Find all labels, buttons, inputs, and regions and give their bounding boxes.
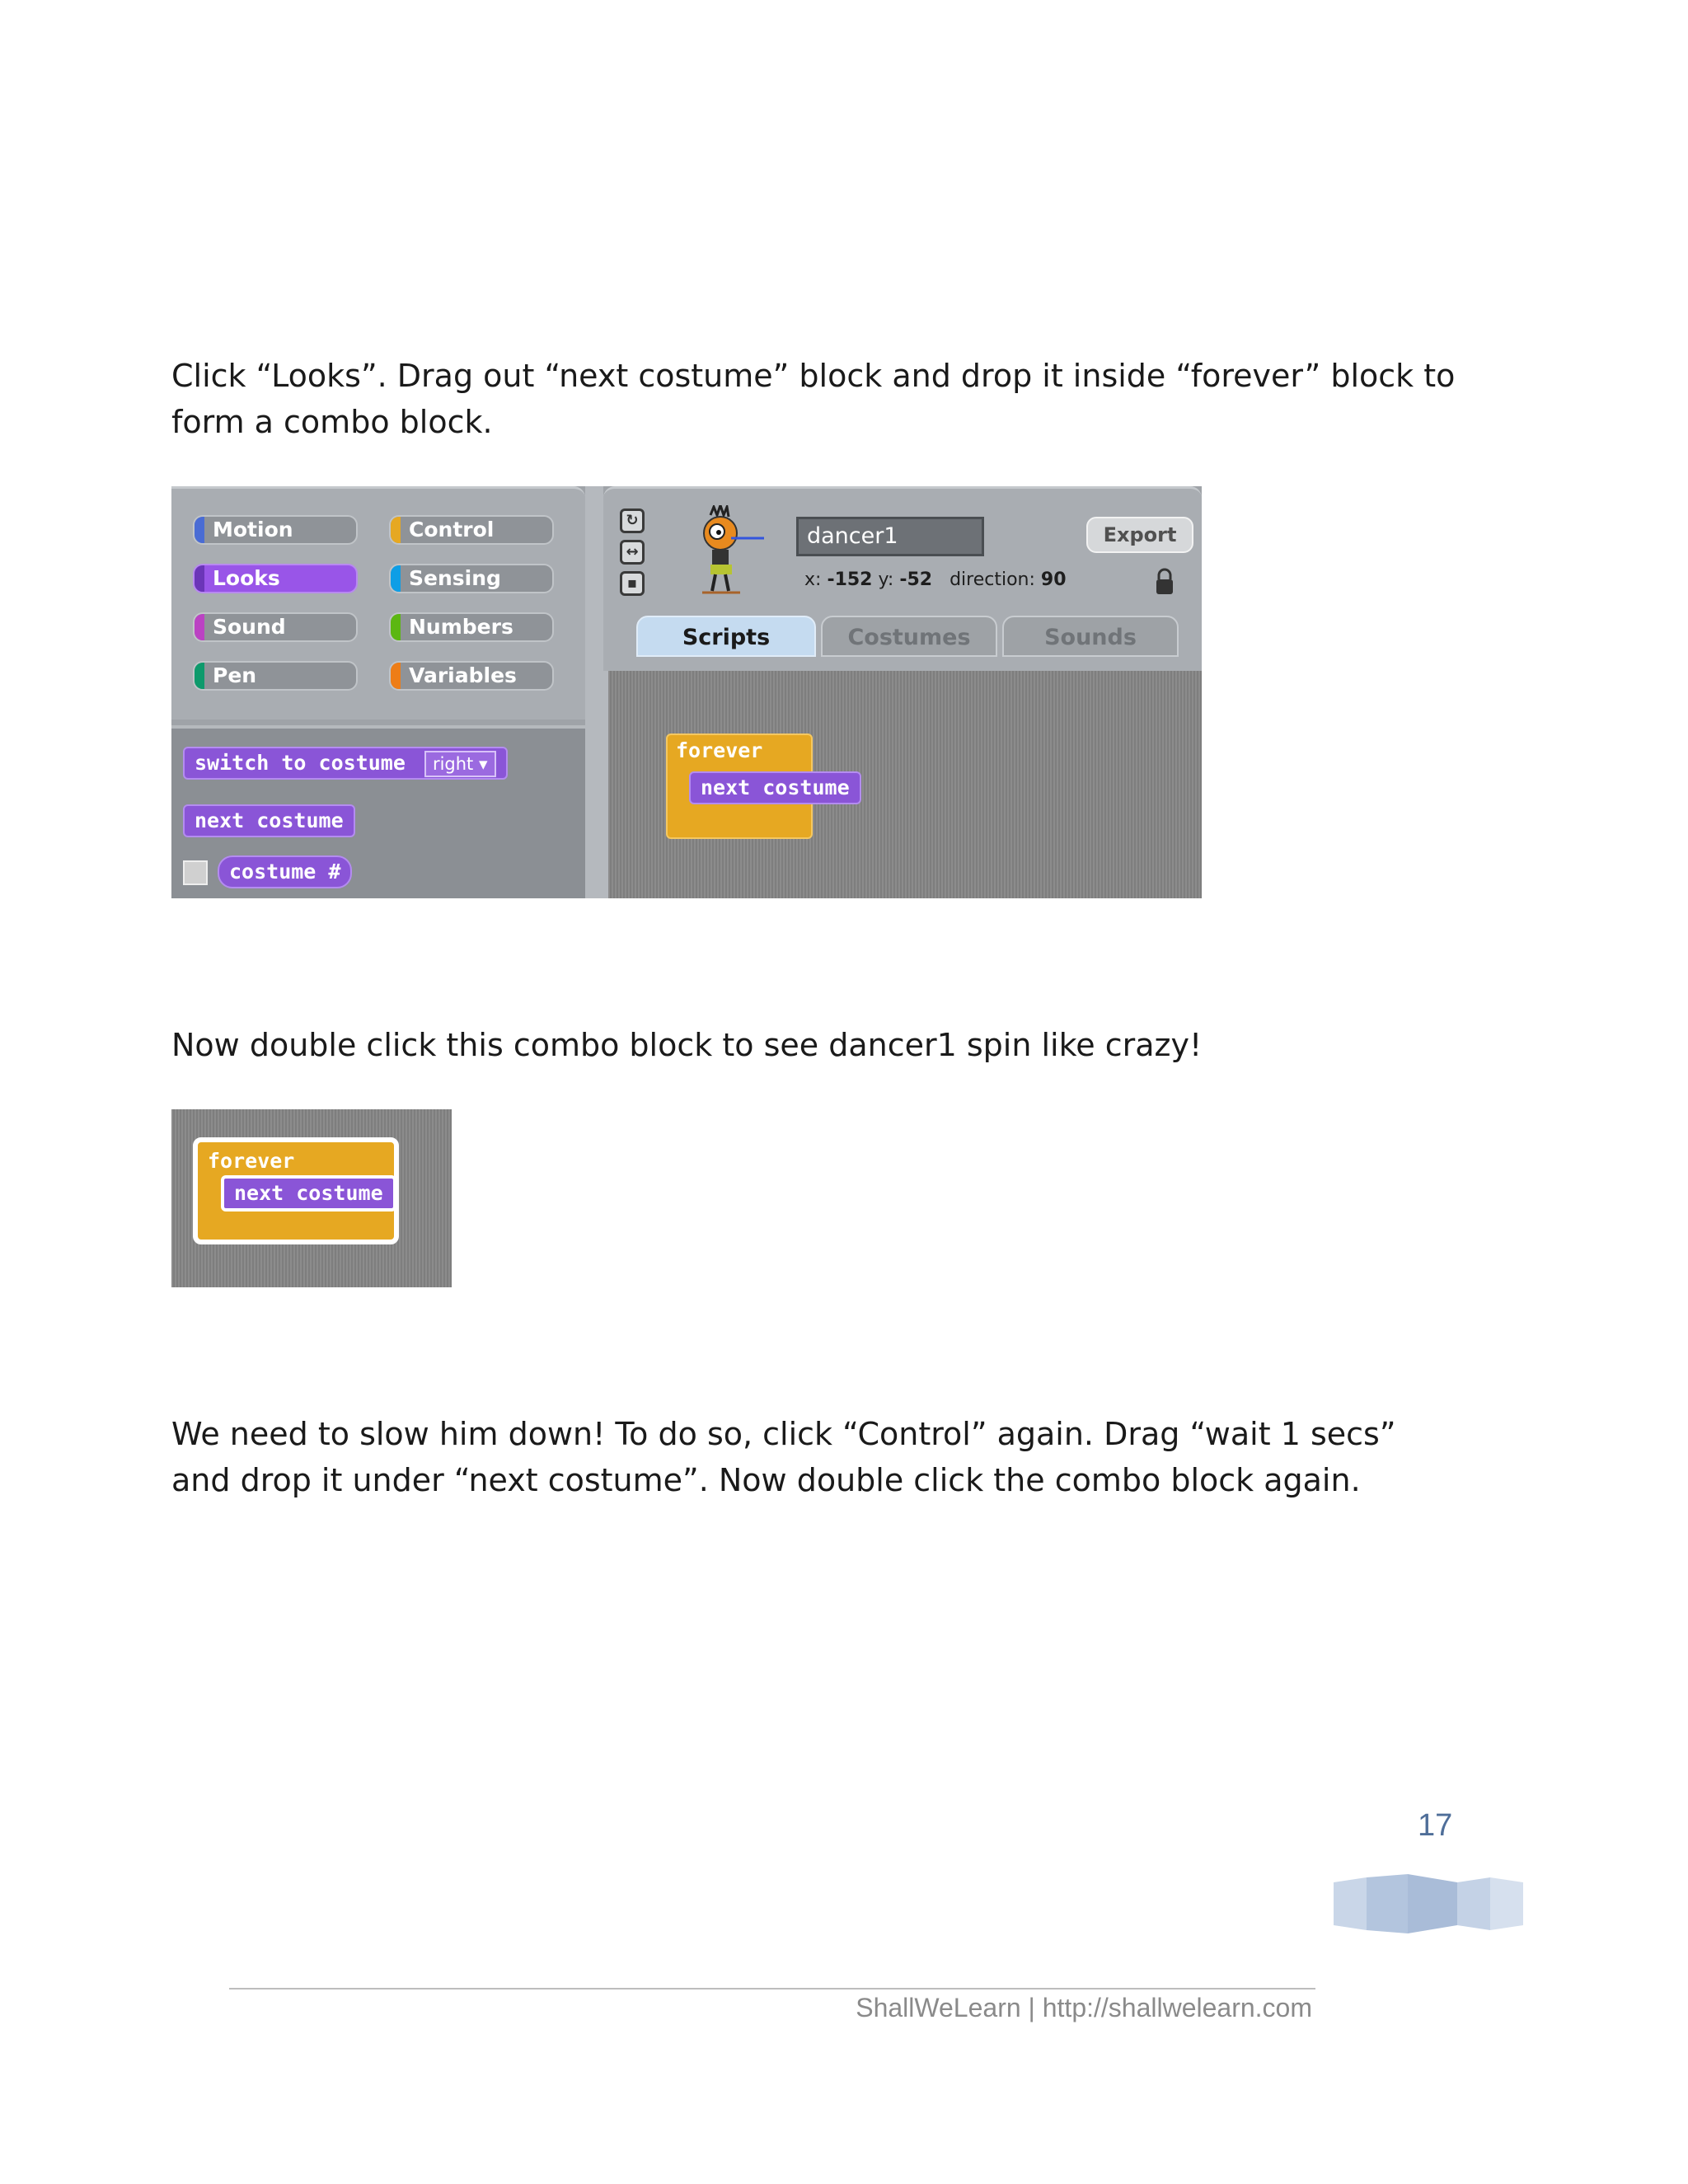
next-costume-block[interactable] [183,804,355,837]
category-sound-button[interactable] [193,612,358,642]
page-ornament-icon [1334,1874,1523,1933]
looks-color-swatch [195,565,204,592]
export-button[interactable] [1086,517,1193,553]
page-number: 17 [1418,1808,1453,1843]
tab-label: Scripts [682,625,771,650]
category-label: Motion [213,518,293,541]
block-palette [171,725,585,898]
footer-divider [229,1988,1315,1990]
tab-label: Costumes [847,625,971,650]
category-label: Sensing [409,566,501,590]
dancer-sprite-icon [686,505,768,596]
block-label: next costume [195,808,344,832]
costume-number-checkbox[interactable] [183,860,208,885]
combo-next-costume-block[interactable] [221,1175,396,1212]
forever-label: forever [208,1149,295,1173]
block-label: next costume [701,776,850,799]
scratch-editor-screenshot [171,486,1202,898]
numbers-color-swatch [391,614,401,640]
sprite-coordinates [804,569,1067,590]
category-label: Sound [213,615,286,639]
block-label: next costume [234,1181,383,1205]
category-numbers-button[interactable] [389,612,554,642]
category-label: Numbers [409,615,513,639]
x-label: x: [804,569,822,590]
tab-label: Sounds [1044,625,1137,650]
sensing-color-swatch [391,565,401,592]
no-rotate-icon[interactable]: ▪ [620,571,645,596]
switch-to-costume-block[interactable] [183,747,508,780]
y-value: -52 [899,569,933,590]
category-label: Pen [213,663,257,687]
tab-sounds[interactable] [1002,616,1179,657]
category-motion-button[interactable] [193,515,358,545]
category-pen-button[interactable] [193,661,358,691]
rotate-style-icon[interactable]: ↻ [620,509,645,533]
y-label: y: [878,569,894,590]
category-looks-button[interactable] [193,564,358,593]
category-label: Variables [409,663,517,687]
costume-dropdown[interactable] [424,751,496,777]
combo-block-screenshot [171,1109,452,1287]
footer-text: ShallWeLearn | http://shallwelearn.com [856,1993,1312,2022]
sound-color-swatch [195,614,204,640]
control-color-swatch [391,517,401,543]
pen-color-swatch [195,663,204,689]
block-label: costume # [229,860,341,883]
variables-color-swatch [391,663,401,689]
instruction-paragraph-3: We need to slow him down! To do so, click “Control” again. Drag “wait 1 secs” and drop it under “next costume”. Now double click the combo block again. [171,1416,1396,1498]
block-label: switch to costume [195,751,406,775]
forever-label: forever [676,738,763,762]
category-label: Control [409,518,495,541]
category-sensing-button[interactable] [389,564,554,593]
sprite-name-value: dancer1 [807,523,898,549]
category-panel [171,486,585,719]
direction-value: 90 [1040,569,1067,590]
costume-number-reporter[interactable] [218,855,352,888]
tab-scripts[interactable] [636,616,816,657]
scripts-area[interactable] [603,671,1202,898]
instruction-paragraph-1: Click “Looks”. Drag out “next costume” block and drop it inside “forever” block to form a combo block. [171,358,1456,440]
instruction-paragraph-2: Now double click this combo block to see dancer1 spin like crazy! [171,1027,1203,1063]
flip-style-icon[interactable]: ↔ [620,540,645,565]
dropdown-value: right [432,754,474,774]
direction-label: direction: [950,569,1035,590]
export-label: Export [1103,523,1177,546]
category-label: Looks [213,566,280,590]
category-control-button[interactable] [389,515,554,545]
panel-divider [585,486,603,898]
x-value: -152 [827,569,873,590]
category-variables-button[interactable] [389,661,554,691]
next-costume-script-block[interactable] [689,771,861,804]
chevron-down-icon: ▾ [478,754,488,774]
lock-icon[interactable] [1154,568,1175,596]
tab-costumes[interactable] [821,616,997,657]
sprite-info-panel [603,486,1202,673]
motion-color-swatch [195,517,204,543]
sprite-name-field[interactable] [796,517,984,556]
